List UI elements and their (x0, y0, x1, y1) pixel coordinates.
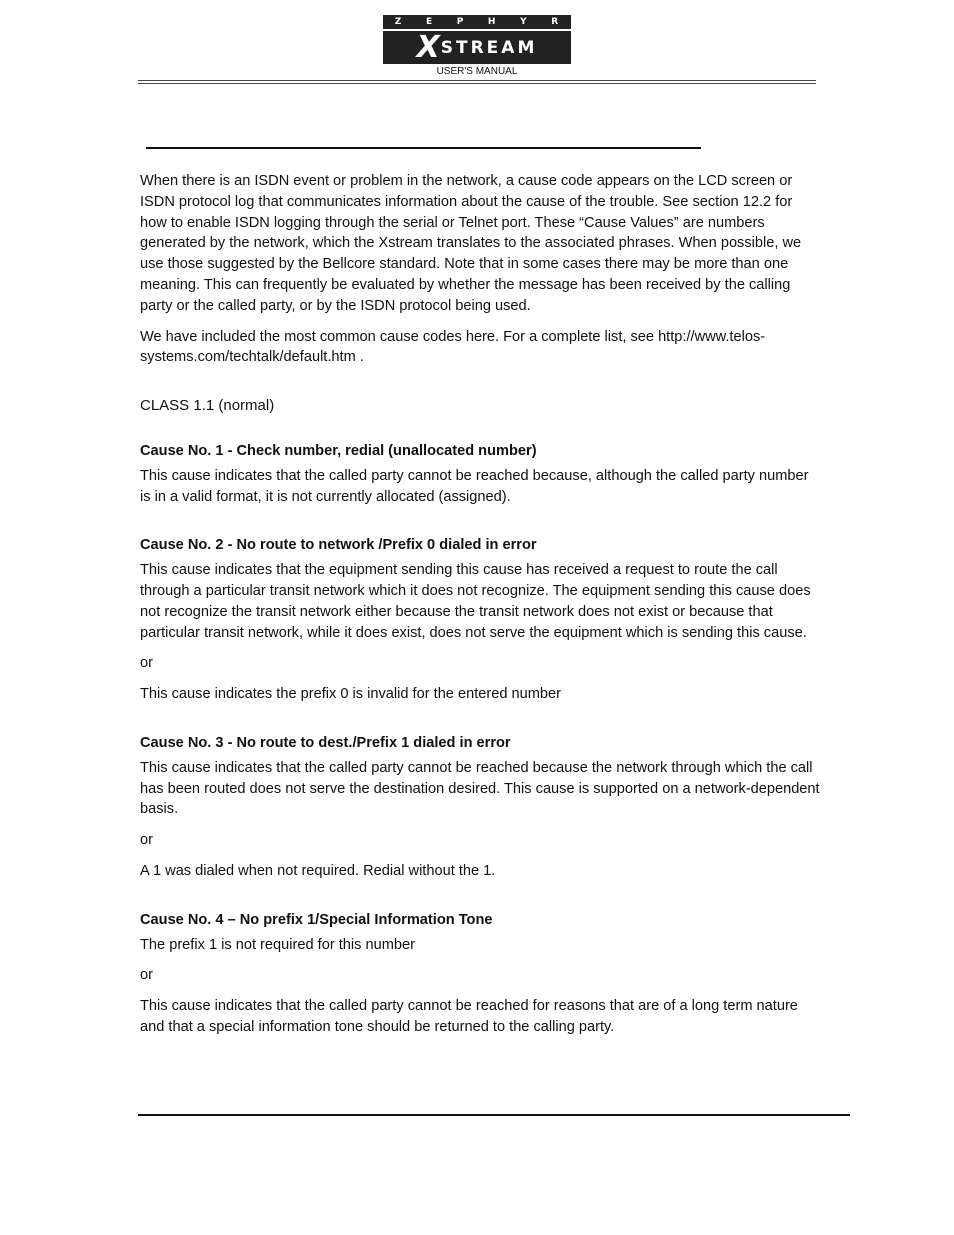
intro-paragraph: When there is an ISDN event or problem in the network, a cause code appears on the LCD screen or ISDN protocol log that communicates information about the cause of the trouble. See section 12.2 for how to enable ISDN logging through the serial or Telnet port. These “Cause Values” are numbers generated by the network, which the Xstream translates to the associated phrases. When possible, we use those suggested by the Bellcore standard. Note that in some cases there may be more than one meaning. This can frequently be evaluated by whether the message has been received by the calling party or the called party, or by the ISDN protocol being used. (140, 173, 802, 314)
cause-4-or: or (140, 967, 153, 984)
header-rule-bottom (138, 83, 816, 84)
class-label: CLASS 1.1 (normal) (140, 397, 275, 415)
cause-2-or: or (140, 655, 153, 672)
logo-letter: H (487, 17, 497, 27)
logo-x: X (416, 30, 440, 65)
logo-letter: Z (394, 17, 403, 27)
cause-2-alt-description: This cause indicates the prefix 0 is invalid for the entered number (140, 686, 562, 703)
logo-letter: P (456, 17, 465, 27)
logo-stream: STREAM (440, 38, 538, 58)
cause-3-alt-description: A 1 was dialed when not required. Redial without the 1. (140, 862, 496, 879)
cause-heading-1: Cause No. 1 - Check number, redial (unallocated number) (140, 442, 537, 459)
manual-label: USER'S MANUAL (436, 66, 518, 77)
logo-letter: R (551, 17, 560, 27)
logo-xstream (383, 32, 571, 64)
zephyr-xstream-logo (383, 15, 571, 64)
cause-list-paragraph: We have included the most common cause codes here. For a complete list, see http://www.telos-systems.com/techtalk/default.htm . (140, 328, 766, 366)
page-content (140, 171, 820, 1048)
cause-4-description: The prefix 1 is not required for this number (140, 936, 415, 953)
cause-1-description: This cause indicates that the called party cannot be reached because, although the called party number is in a valid format, it is not currently allocated (assigned). (140, 467, 809, 505)
cause-heading-4: Cause No. 4 – No prefix 1/Special Information Tone (140, 911, 493, 928)
cause-3-or: or (140, 832, 153, 849)
cause-3-description: This cause indicates that the called party cannot be reached because the network through which the call has been routed does not serve the destination desired. This cause is supported on a network-dependent basis. (140, 759, 820, 818)
section-title-rule (146, 147, 701, 149)
cause-heading-3: Cause No. 3 - No route to dest./Prefix 1 dialed in error (140, 734, 511, 751)
logo-zephyr-letters (383, 15, 571, 31)
cause-heading-2: Cause No. 2 - No route to network /Prefix 0 dialed in error (140, 537, 537, 554)
header-rule-top (138, 80, 816, 81)
cause-2-description: This cause indicates that the equipment sending this cause has received a request to route the call through a particular transit network which it does not recognize. The equipment sending this cause does not recognize the transit network either because the transit network does not exist or because that particular transit network, while it does exist, does not serve the equipment which is sending this cause. (140, 562, 811, 641)
cause-4-alt-description: This cause indicates that the called party cannot be reached for reasons that are of a long term nature and that a special information tone should be returned to the calling party. (140, 998, 798, 1035)
footer-rule (138, 1114, 850, 1116)
logo-letter: E (425, 17, 434, 27)
logo-letter: Y (520, 17, 528, 27)
